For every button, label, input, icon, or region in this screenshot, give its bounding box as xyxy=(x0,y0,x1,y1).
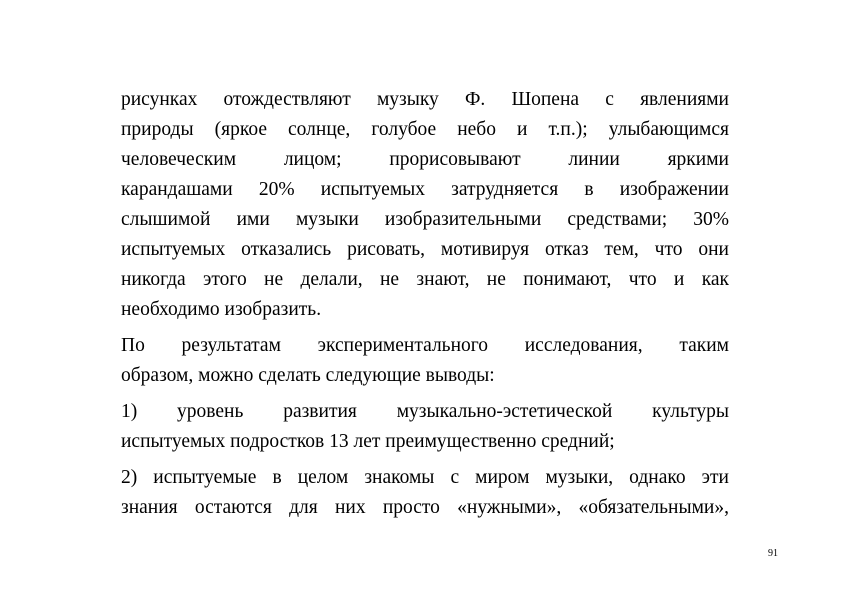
text-line: По результатам экспериментального исследования, таким xyxy=(121,335,729,356)
text-line: 2) испытуемые в целом знакомы с миром музыки, однако эти xyxy=(121,467,729,488)
text-line: образом, можно сделать следующие выводы: xyxy=(121,365,495,386)
text-line: человеческим лицом; прорисовывают линии яркими xyxy=(121,149,729,170)
paragraph-3 xyxy=(121,397,729,457)
text-line: никогда этого не делали, не знают, не понимают, что и как xyxy=(121,269,729,290)
paragraph-1 xyxy=(121,85,729,325)
text-line: испытуемых подростков 13 лет преимущественно средний; xyxy=(121,431,615,452)
page-number: 91 xyxy=(768,548,778,559)
text-line: знания остаются для них просто «нужными», «обязательными», xyxy=(121,497,729,518)
text-line: слышимой ими музыки изобразительными средствами; 30% xyxy=(121,209,729,230)
text-line: испытуемых отказались рисовать, мотивируя отказ тем, что они xyxy=(121,239,729,260)
text-line: рисунках отождествляют музыку Ф. Шопена с явлениями xyxy=(121,89,729,110)
text-line: карандашами 20% испытуемых затрудняется в изображении xyxy=(121,179,729,200)
text-line: необходимо изобразить. xyxy=(121,299,322,320)
paragraph-4 xyxy=(121,463,729,523)
text-line: природы (яркое солнце, голубое небо и т.п.); улыбающимся xyxy=(121,119,729,140)
paragraph-2 xyxy=(121,331,729,391)
body-text xyxy=(121,85,729,523)
text-line: 1) уровень развития музыкально-эстетической культуры xyxy=(121,401,729,422)
